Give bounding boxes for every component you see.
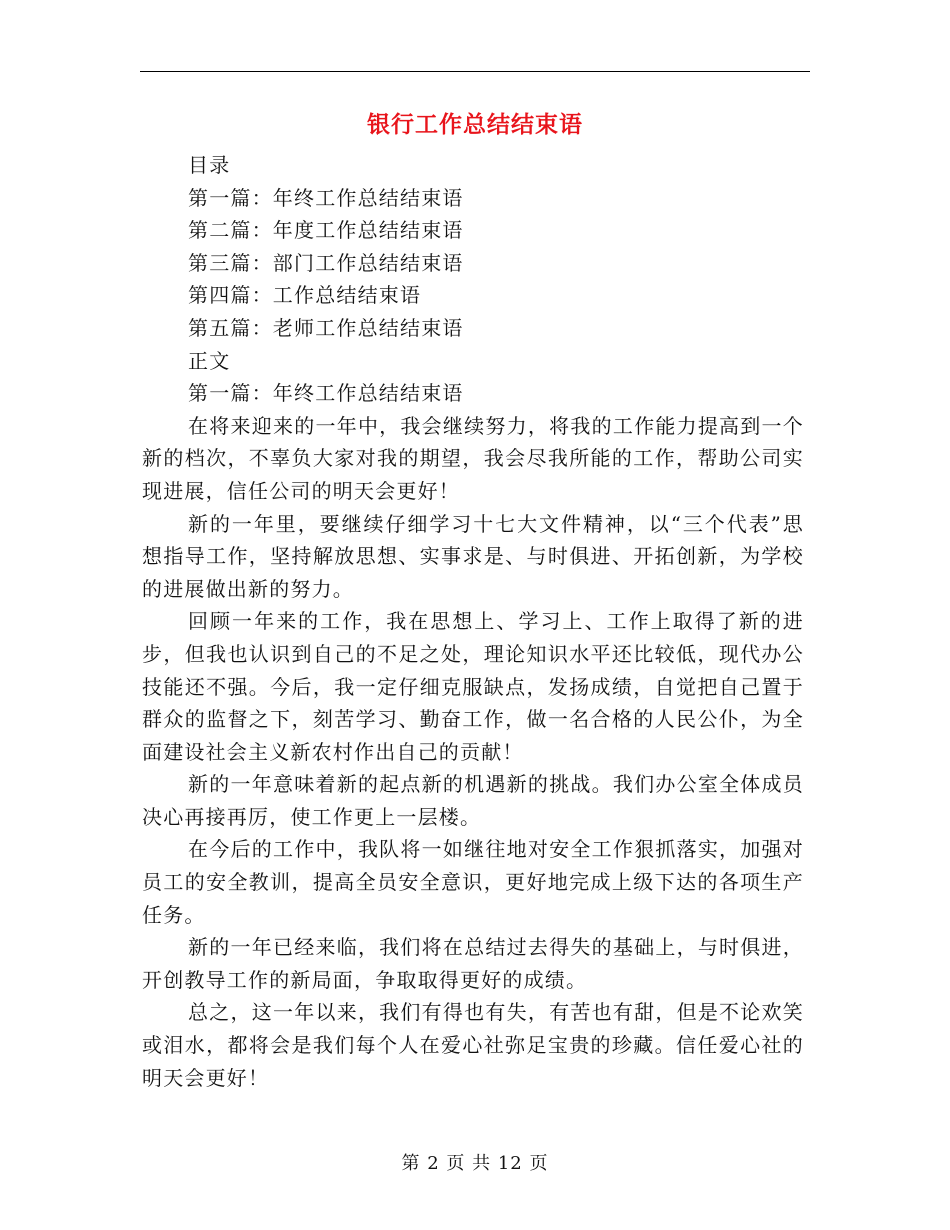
body-heading: 正文 (188, 348, 231, 373)
paragraph: 在将来迎来的一年中，我会继续努力，将我的工作能力提高到一个新的档次，不辜负大家对我的期望，我会尽我所能的工作，帮助公司实现进展，信任公司的明天会更好！ (142, 413, 804, 503)
page-number-footer: 第 2 页 共 12 页 (401, 1153, 549, 1174)
header-rule (140, 71, 810, 72)
paragraph: 新的一年已经来临，我们将在总结过去得失的基础上，与时俱进，开创教导工作的新局面，争取取得更好的成绩。 (142, 935, 804, 992)
paragraph: 新的一年意味着新的起点新的机遇新的挑战。我们办公室全体成员决心再接再厉，使工作更上一层楼。 (142, 772, 804, 829)
document-body (142, 149, 804, 1094)
document-title: 银行工作总结结束语 (367, 111, 583, 138)
section-heading: 第一篇：年终工作总结结束语 (188, 381, 464, 406)
toc-item: 第一篇：年终工作总结结束语 (188, 185, 464, 210)
toc-item: 第二篇：年度工作总结结束语 (188, 218, 464, 243)
toc-item: 第五篇：老师工作总结结束语 (188, 315, 464, 340)
toc-heading: 目录 (188, 153, 231, 177)
paragraph: 回顾一年来的工作，我在思想上、学习上、工作上取得了新的进步，但我也认识到自己的不足之处，理论知识水平还比较低，现代办公技能还不强。今后，我一定仔细克服缺点，发扬成绩，自觉把自己置于群众的监督之下，刻苦学习、勤奋工作，做一名合格的人民公仆，为全面建设社会主义新农村作出自己的贡献！ (142, 609, 804, 764)
toc-item: 第三篇：部门工作总结结束语 (188, 250, 464, 275)
paragraph: 总之，这一年以来，我们有得也有失，有苦也有甜，但是不论欢笑或泪水，都将会是我们每个人在爱心社弥足宝贵的珍藏。信任爱心社的明天会更好！ (142, 1000, 804, 1090)
paragraph: 新的一年里，要继续仔细学习十七大文件精神，以“三个代表”思想指导工作，坚持解放思想、实事求是、与时俱进、开拓创新，为学校的进展做出新的努力。 (142, 511, 804, 601)
toc-item: 第四篇：工作总结结束语 (188, 283, 422, 308)
paragraph: 在今后的工作中，我队将一如继往地对安全工作狠抓落实，加强对员工的安全教训，提高全员安全意识，更好地完成上级下达的各项生产任务。 (142, 837, 804, 927)
